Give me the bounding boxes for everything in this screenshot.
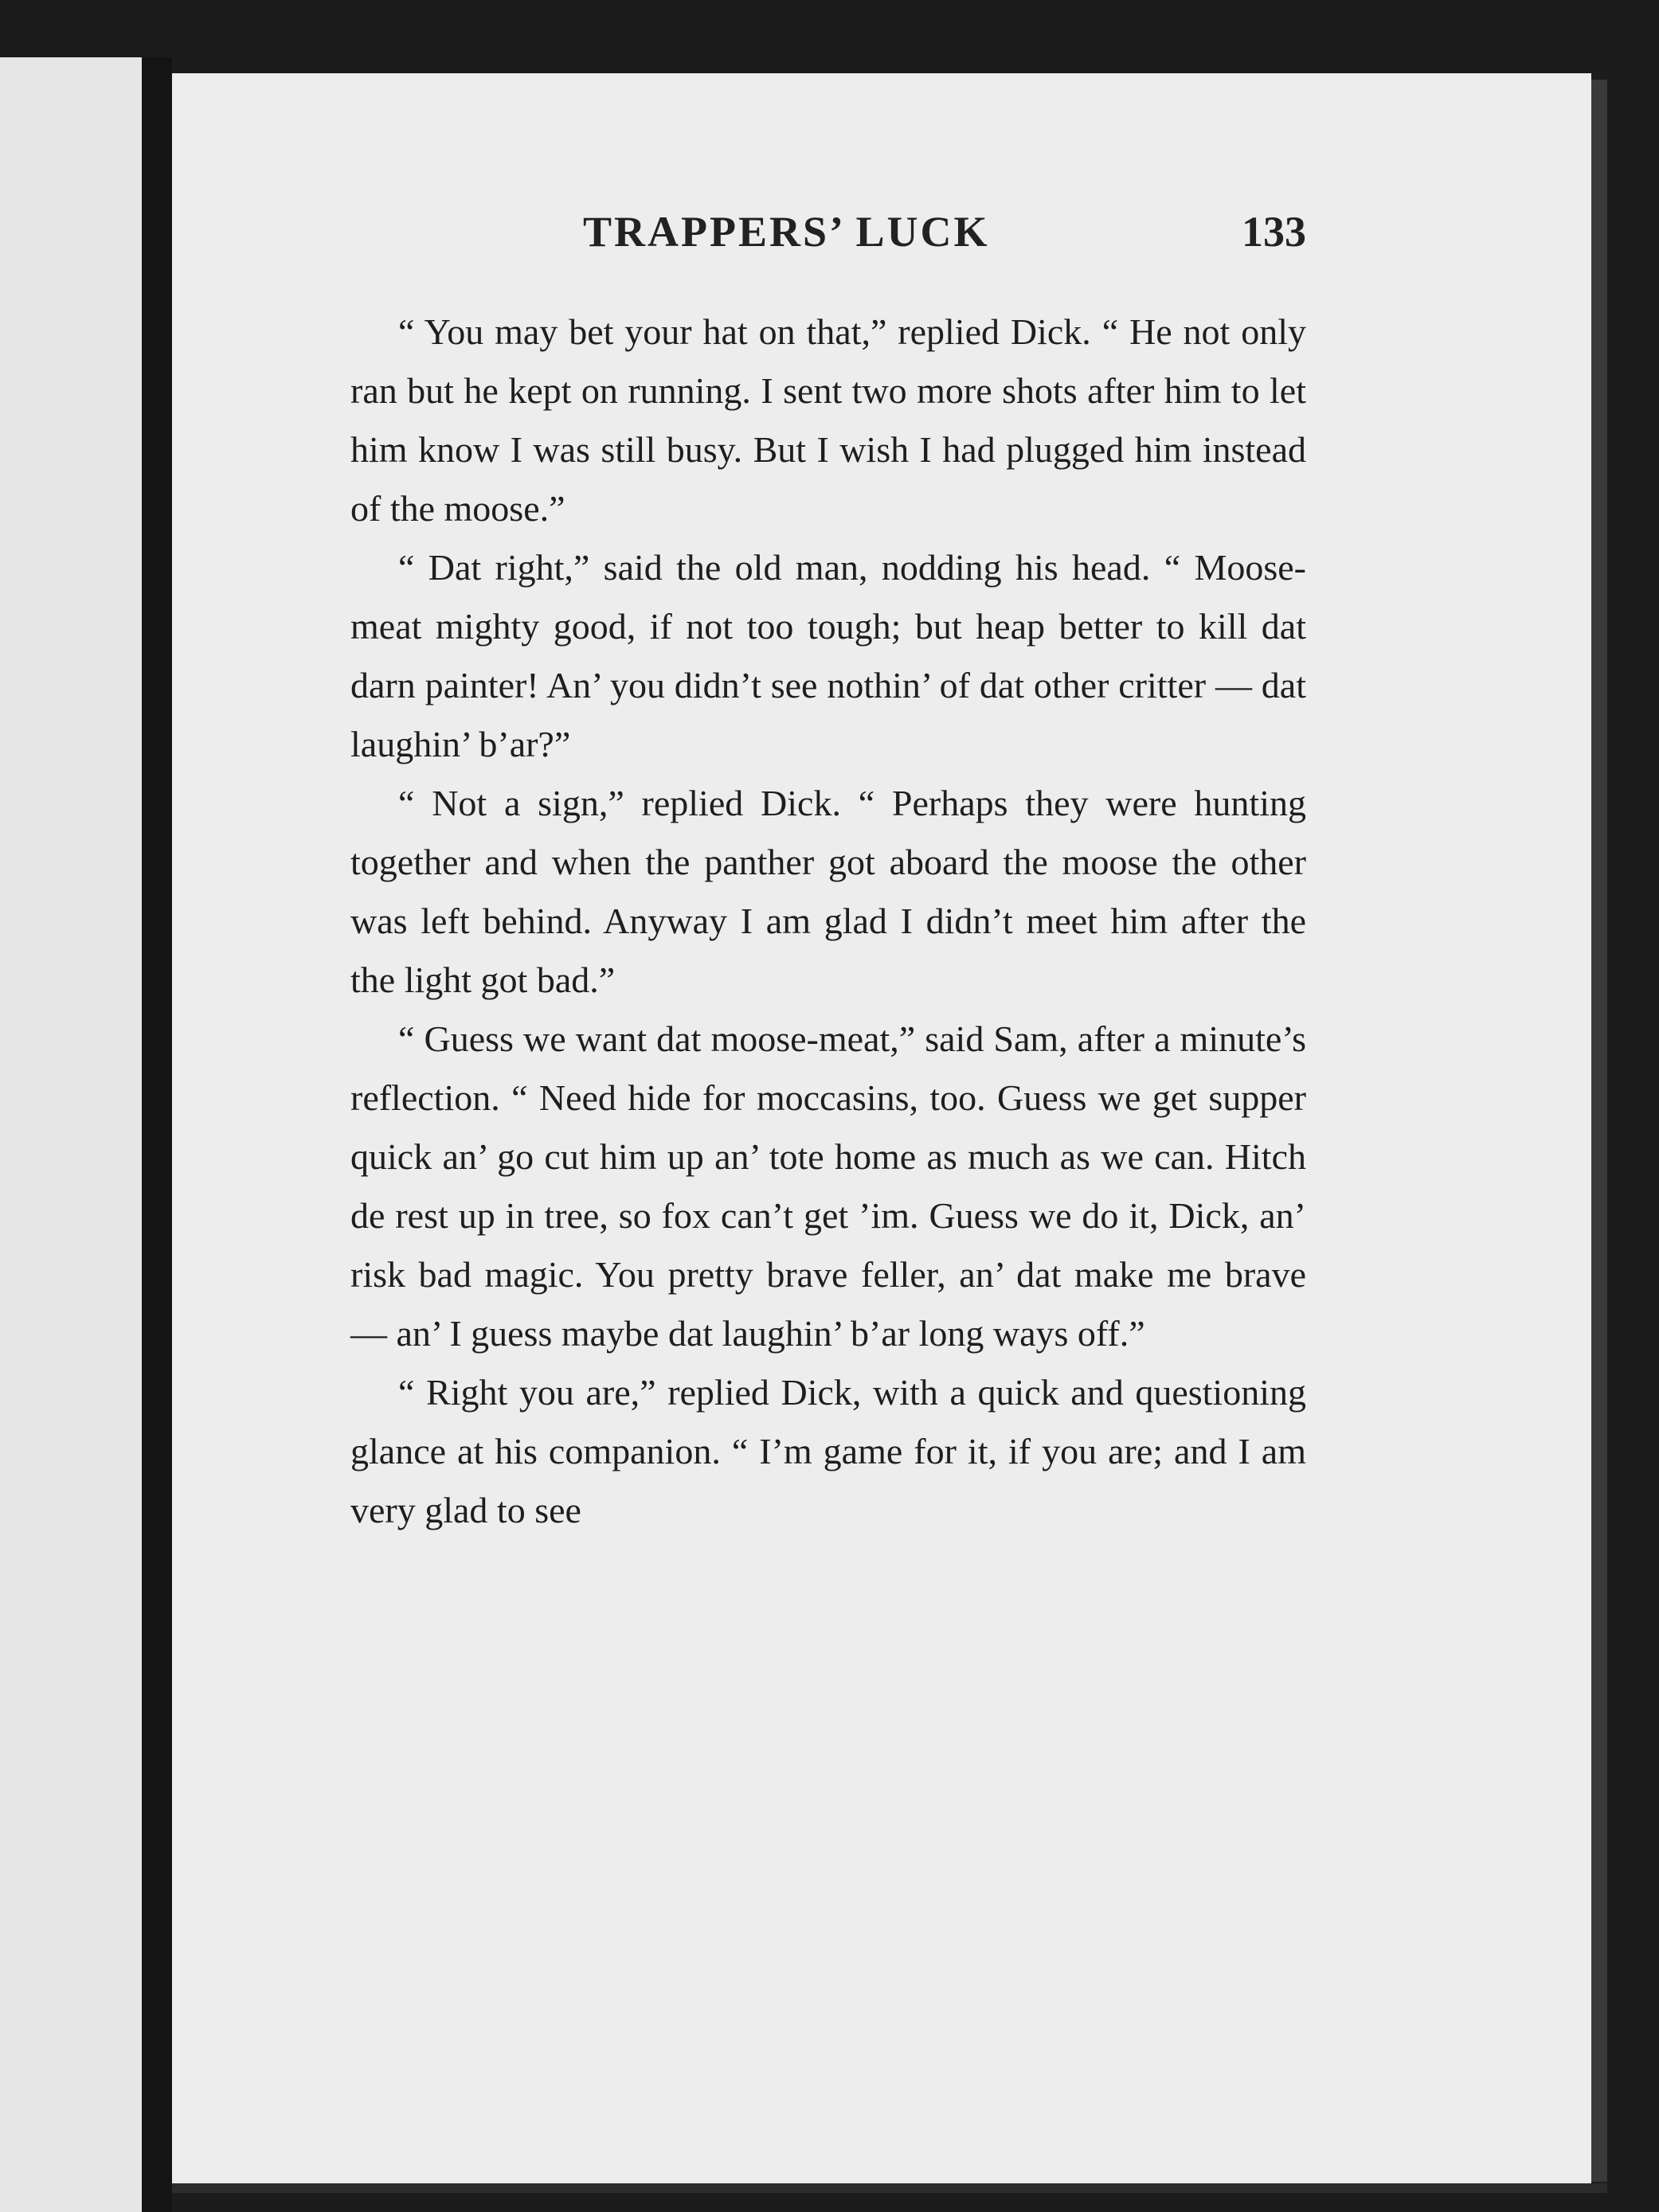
body-text	[350, 303, 1306, 1540]
page-bottom-edge	[172, 2183, 1607, 2193]
running-head	[350, 207, 1306, 271]
book-gutter	[142, 57, 172, 2212]
paragraph: “ Right you are,” replied Dick, with a quick and questioning glance at his companion. “ I’m game for it, if you are; and I am very glad to see	[350, 1372, 1306, 1530]
page-number: 133	[1242, 208, 1306, 256]
paragraph: “ You may bet your hat on that,” replied Dick. “ He not only ran but he kept on running. I sent two more shots after him to let him know I was still busy. But I wish I had plugged him instead of the moose.”	[350, 311, 1306, 529]
paragraph: “ Dat right,” said the old man, nodding his head. “ Moose-meat mighty good, if not too tough; but heap better to kill dat darn painter! An’ you didn’t see nothin’ of dat other critter — dat laughin’ b’ar?”	[350, 547, 1306, 764]
paragraph: “ Not a sign,” replied Dick. “ Perhaps they were hunting together and when the panther got aboard the moose the other was left behind. Anyway I am glad I didn’t meet him after the the light got bad.”	[350, 783, 1306, 1000]
running-title: TRAPPERS’ LUCK	[583, 208, 990, 256]
page-fore-edge	[1591, 80, 1607, 2182]
facing-page-edge	[0, 57, 142, 2212]
paragraph: “ Guess we want dat moose-meat,” said Sam, after a minute’s reflection. “ Need hide for moccasins, too. Guess we get supper quick an’ go cut him up an’ tote home as much as we can. Hitch de rest up in tree, so fox can’t get ’im. Guess we do it, Dick, an’ risk bad magic. You pretty brave feller, an’ dat make me brave — an’ I guess maybe dat laughin’ b’ar long ways off.”	[350, 1018, 1306, 1354]
